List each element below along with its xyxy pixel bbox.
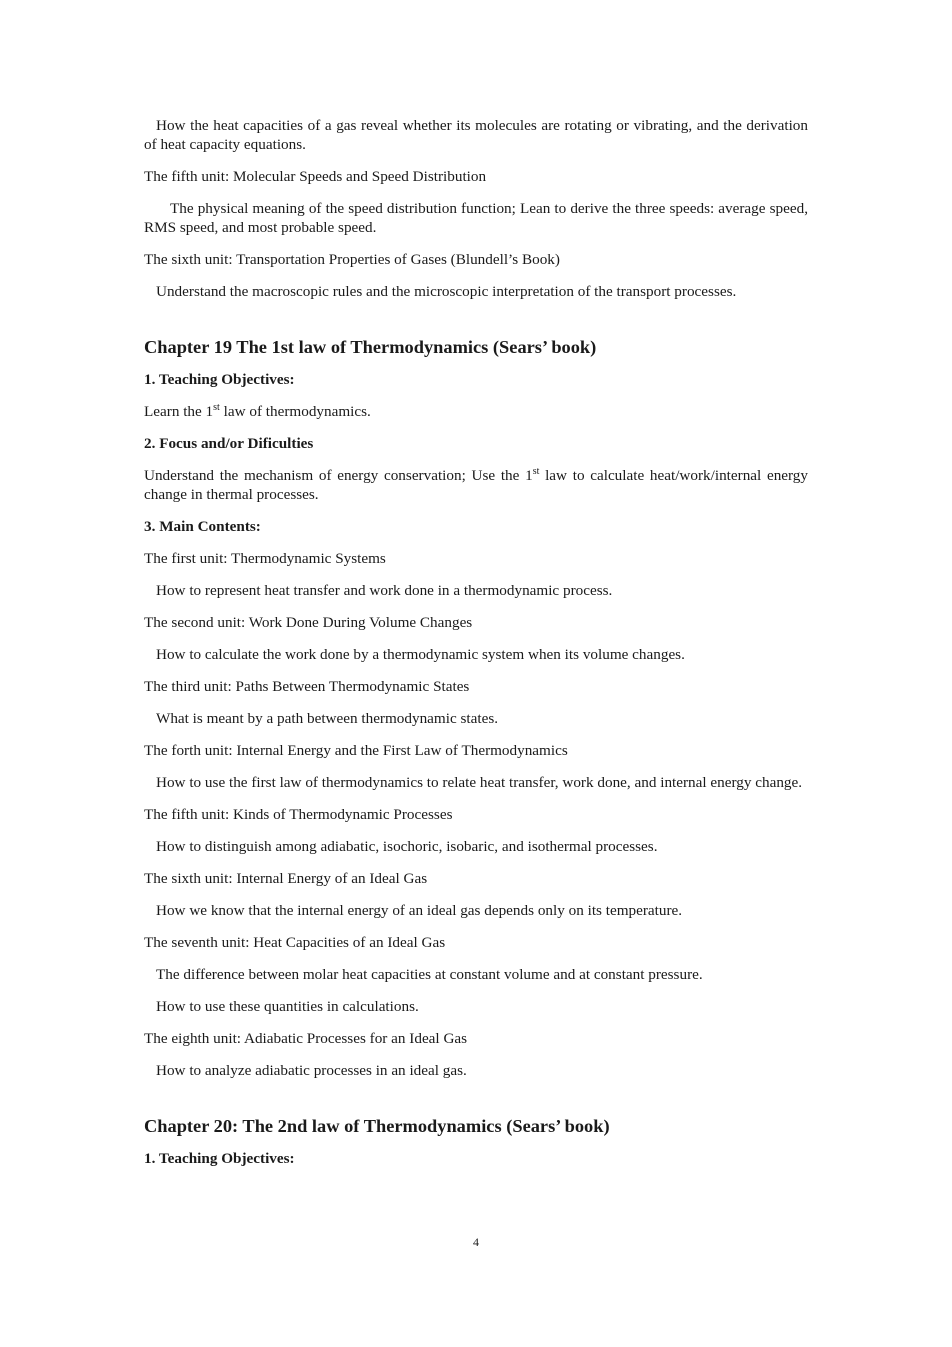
page-content: [144, 116, 808, 1181]
unit-description: How to represent heat transfer and work done in a thermodynamic process.: [156, 582, 613, 599]
teaching-objectives-heading: 1. Teaching Objectives:: [144, 371, 295, 388]
unit-title: The first unit: Thermodynamic Systems: [144, 550, 386, 567]
unit-title: The fifth unit: Molecular Speeds and Speed Distribution: [144, 168, 487, 185]
text-fragment: law to calculate heat/work/internal energy change in thermal processes.: [144, 467, 808, 503]
unit-description: How to use these quantities in calculations.: [156, 998, 419, 1015]
unit-title: The seventh unit: Heat Capacities of an Ideal Gas: [144, 934, 446, 951]
unit-title: The sixth unit: Transportation Properties of Gases (Blundell’s Book): [144, 251, 560, 268]
page-number: 4: [473, 1235, 479, 1249]
intro-paragraph: How the heat capacities of a gas reveal whether its molecules are rotating or vibrating, and the derivation of heat capacity equations.: [144, 117, 808, 153]
unit-description: How to calculate the work done by a thermodynamic system when its volume changes.: [156, 646, 685, 663]
unit-description: The physical meaning of the speed distribution function; Lean to derive the three speeds: average speed, RMS speed, and most probable speed.: [144, 200, 808, 236]
unit-description: What is meant by a path between thermodynamic states.: [156, 710, 499, 727]
focus-heading: 2. Focus and/or Dificulties: [144, 435, 314, 452]
unit-title: The sixth unit: Internal Energy of an Ideal Gas: [144, 870, 428, 887]
unit-title: The second unit: Work Done During Volume Changes: [144, 614, 473, 631]
unit-title: The fifth unit: Kinds of Thermodynamic Processes: [144, 806, 453, 823]
unit-title: The third unit: Paths Between Thermodynamic States: [144, 678, 470, 695]
unit-description: How to analyze adiabatic processes in an ideal gas.: [156, 1062, 467, 1079]
superscript: st: [213, 402, 220, 413]
units-list: [144, 549, 808, 1080]
text-fragment: Learn the 1: [144, 403, 214, 420]
chapter-19-title: Chapter 19 The 1st law of Thermodynamics (Sears’ book): [144, 337, 597, 357]
unit-description: Understand the macroscopic rules and the microscopic interpretation of the transport processes.: [156, 283, 737, 300]
unit-description: How we know that the internal energy of an ideal gas depends only on its temperature.: [156, 902, 683, 919]
chapter-20-title: Chapter 20: The 2nd law of Thermodynamics (Sears’ book): [144, 1116, 610, 1136]
text-fragment: Understand the mechanism of energy conservation; Use the 1: [144, 467, 533, 484]
focus-text: [144, 466, 808, 504]
main-contents-heading: 3. Main Contents:: [144, 518, 261, 535]
unit-title: The forth unit: Internal Energy and the First Law of Thermodynamics: [144, 742, 568, 759]
teaching-objectives-text: [144, 402, 808, 421]
unit-title: The eighth unit: Adiabatic Processes for an Ideal Gas: [144, 1030, 468, 1047]
text-fragment: law of thermodynamics.: [219, 403, 371, 420]
unit-description: The difference between molar heat capacities at constant volume and at constant pressure.: [156, 966, 703, 983]
superscript: st: [532, 466, 540, 477]
unit-description: How to use the first law of thermodynamics to relate heat transfer, work done, and internal energy change.: [156, 774, 803, 791]
unit-description: How to distinguish among adiabatic, isochoric, isobaric, and isothermal processes.: [156, 838, 658, 855]
teaching-objectives-heading: 1. Teaching Objectives:: [144, 1150, 295, 1167]
